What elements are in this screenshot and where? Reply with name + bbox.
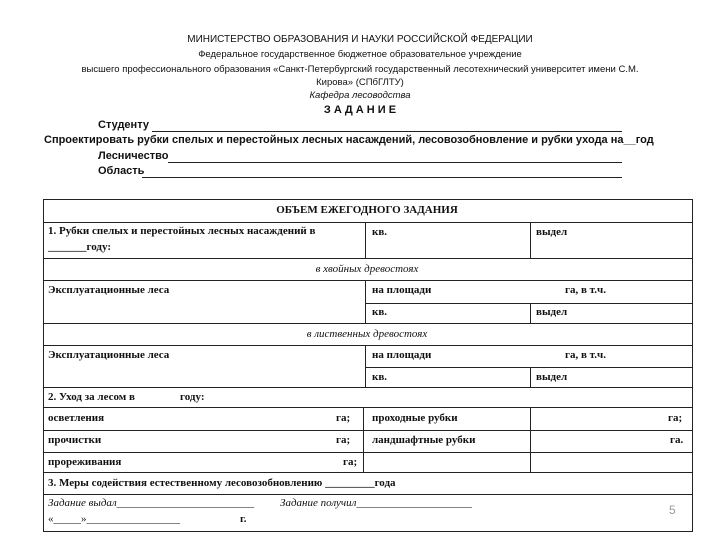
department: Кафедра лесоводства — [309, 90, 411, 101]
region-field[interactable] — [142, 177, 622, 178]
kv-label: кв. — [372, 371, 388, 383]
issued-by: Задание выдал_________________________ — [48, 497, 255, 509]
kv-label: кв. — [372, 306, 388, 318]
kv-label: кв. — [372, 226, 388, 238]
exploitation-forests: Эксплуатационные леса — [48, 284, 170, 296]
vydel-label: выдел — [536, 226, 568, 238]
section1-line1: 1. Рубки спелых и перестойных лесных насаждений в — [48, 225, 316, 237]
page-number: 5 — [669, 503, 676, 517]
area-label: на площади — [372, 284, 432, 296]
ha-incl-label: га, в т.ч. — [565, 284, 606, 296]
region-label: Область — [98, 165, 145, 177]
section2-title: 2. Уход за лесом в — [48, 391, 135, 403]
page-title: З А Д А Н И Е — [323, 104, 397, 116]
year-suffix: г. — [240, 513, 247, 525]
section3-title: 3. Меры содействия естественному лесовозобновлению _________года — [48, 477, 396, 489]
ha-incl-label: га, в т.ч. — [565, 349, 606, 361]
ha-unit: га. — [670, 434, 684, 446]
deciduous-heading: в лиственных древостоях — [306, 328, 428, 340]
ha-unit: га; — [343, 456, 358, 468]
landshaftnye: ландшафтные рубки — [372, 434, 476, 446]
prochistki: прочистки — [48, 434, 102, 446]
institution-line2: высшего профессионального образования «Санкт-Петербургский государственный лесотехнический университет имени С.М. — [81, 64, 639, 75]
conifer-heading: в хвойных древостоях — [315, 263, 419, 275]
exploitation-forests: Эксплуатационные леса — [48, 349, 170, 361]
institution-line3: Кирова» (СПбГЛТУ) — [316, 77, 404, 88]
section1-line2: _______году: — [48, 241, 111, 253]
institution-line1: Федеральное государственное бюджетное образовательное учреждение — [198, 49, 522, 60]
date-field: «_____»_________________ — [48, 513, 180, 525]
vydel-label: выдел — [536, 371, 568, 383]
ha-unit: га; — [336, 434, 351, 446]
table-title: ОБЪЕМ ЕЖЕГОДНОГО ЗАДАНИЯ — [276, 204, 458, 216]
ministry: МИНИСТЕРСТВО ОБРАЗОВАНИЯ И НАУКИ РОССИЙСКОЙ ФЕДЕРАЦИИ — [187, 34, 533, 45]
student-field[interactable] — [152, 131, 622, 132]
forestry-label: Лесничество — [98, 150, 169, 162]
vydel-label: выдел — [536, 306, 568, 318]
ha-unit: га; — [668, 412, 683, 424]
prorezhivaniya: прореживания — [48, 456, 122, 468]
received-by: Задание получил_____________________ — [280, 497, 472, 509]
ha-unit: га; — [336, 412, 351, 424]
task-text: Спроектировать рубки спелых и перестойных лесных насаждений, лесовозобновление и рубки ухода на__год — [44, 134, 654, 146]
prokhodnye: проходные рубки — [372, 412, 458, 424]
forestry-field[interactable] — [168, 162, 622, 163]
section2-year: году: — [180, 391, 205, 403]
osvetleniya: осветления — [48, 412, 105, 424]
student-label: Студенту — [98, 119, 149, 131]
area-label: на площади — [372, 349, 432, 361]
